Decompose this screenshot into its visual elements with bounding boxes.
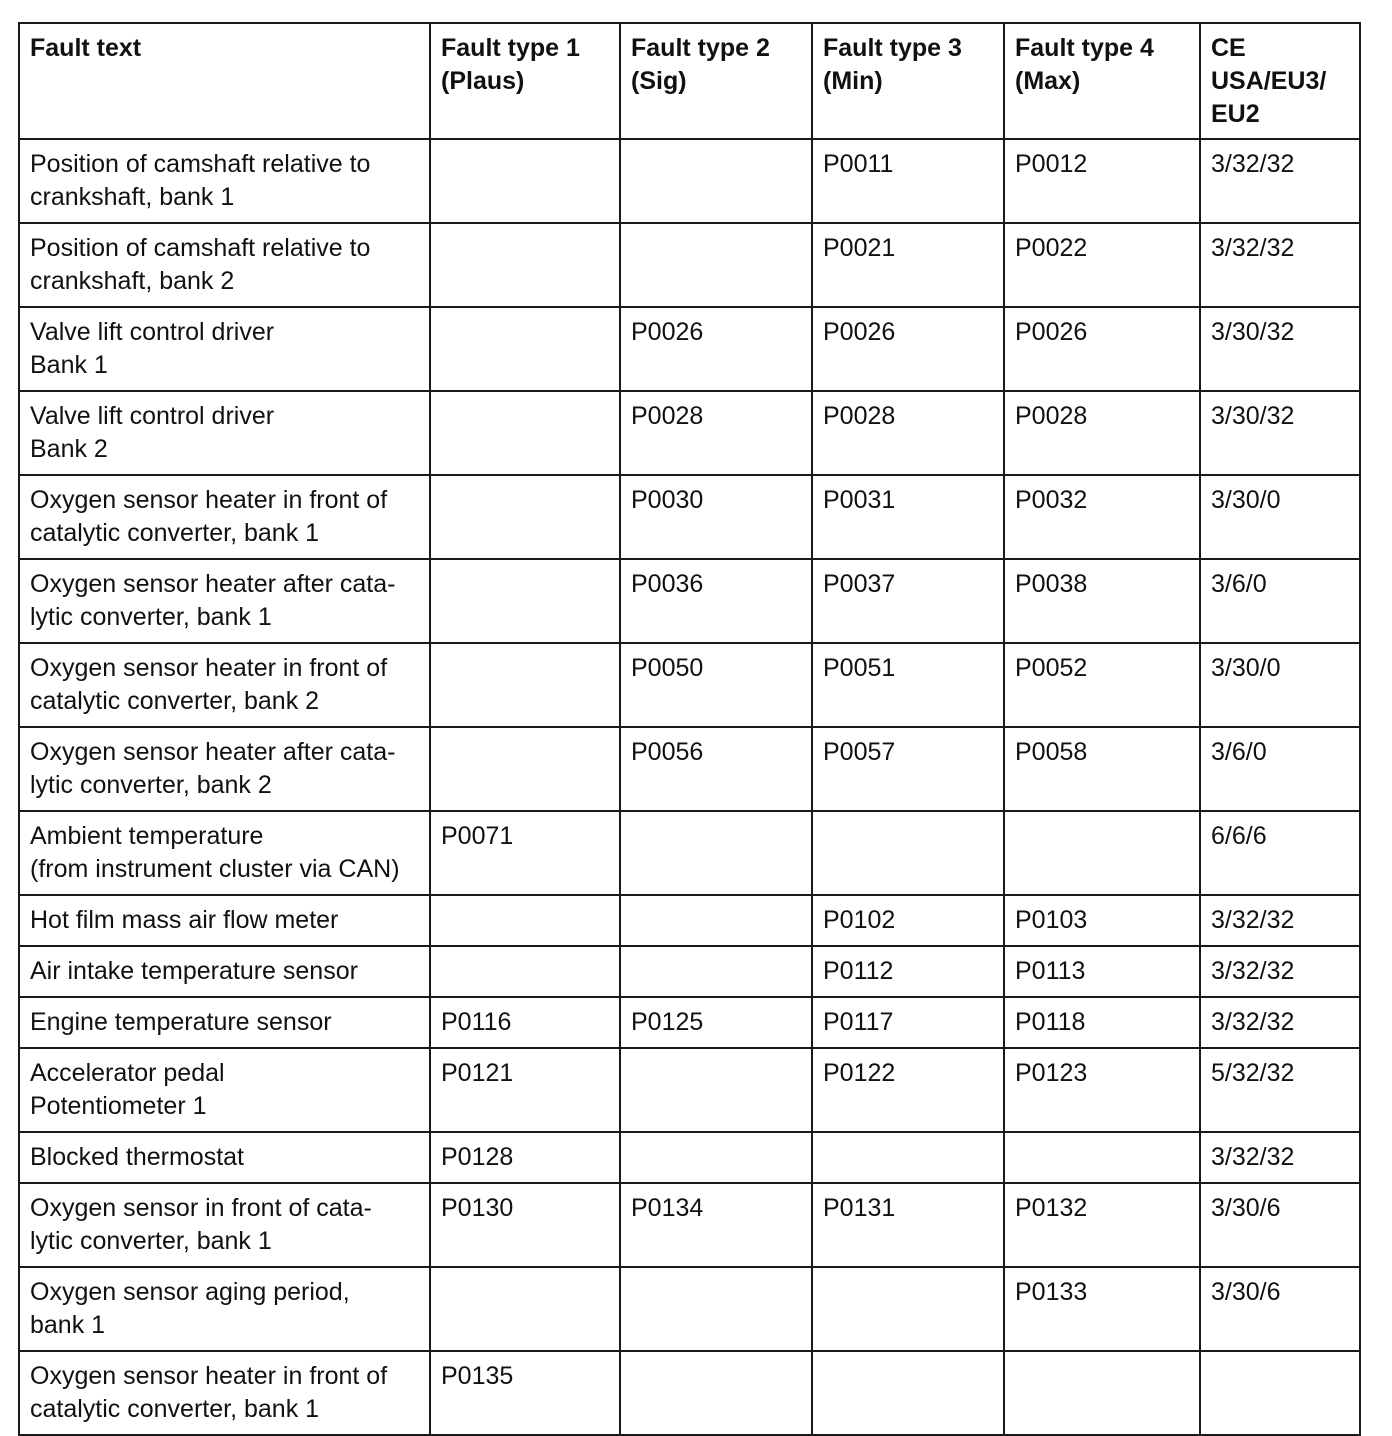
table-row — [19, 1132, 1360, 1183]
cell-fault-type-4: P0103 — [1004, 895, 1200, 946]
cell-fault-text: Engine temperature sensor — [19, 997, 430, 1048]
cell-ce: 3/30/6 — [1200, 1183, 1360, 1267]
cell-fault-type-4 — [1004, 811, 1200, 895]
cell-ce: 3/32/32 — [1200, 895, 1360, 946]
cell-fault-type-2: P0028 — [620, 391, 812, 475]
header-fault-text: Fault text — [19, 23, 430, 139]
cell-fault-text: Blocked thermostat — [19, 1132, 430, 1183]
table-row — [19, 307, 1360, 391]
cell-fault-type-2 — [620, 223, 812, 307]
cell-ce: 3/30/0 — [1200, 475, 1360, 559]
cell-ce: 3/30/6 — [1200, 1267, 1360, 1351]
cell-fault-type-3: P0122 — [812, 1048, 1004, 1132]
cell-fault-type-1 — [430, 946, 620, 997]
cell-fault-type-4: P0012 — [1004, 139, 1200, 223]
cell-fault-type-4: P0058 — [1004, 727, 1200, 811]
cell-fault-type-4: P0038 — [1004, 559, 1200, 643]
cell-fault-text: Ambient temperature (from instrument cluster via CAN) — [19, 811, 430, 895]
cell-fault-text: Oxygen sensor heater in front of catalytic converter, bank 2 — [19, 643, 430, 727]
cell-fault-text: Position of camshaft relative to crankshaft, bank 2 — [19, 223, 430, 307]
cell-fault-type-1 — [430, 307, 620, 391]
cell-fault-type-3 — [812, 1267, 1004, 1351]
header-fault-type-2: Fault type 2 (Sig) — [620, 23, 812, 139]
table-header-row — [19, 23, 1360, 139]
cell-fault-text: Air intake temperature sensor — [19, 946, 430, 997]
cell-ce: 3/32/32 — [1200, 139, 1360, 223]
cell-fault-text: Oxygen sensor in front of cata- lytic converter, bank 1 — [19, 1183, 430, 1267]
table-row — [19, 643, 1360, 727]
table-row — [19, 811, 1360, 895]
cell-fault-text: Position of camshaft relative to crankshaft, bank 1 — [19, 139, 430, 223]
cell-fault-type-3: P0057 — [812, 727, 1004, 811]
cell-fault-type-1: P0135 — [430, 1351, 620, 1435]
cell-fault-text: Oxygen sensor heater in front of catalytic converter, bank 1 — [19, 1351, 430, 1435]
cell-fault-type-4: P0028 — [1004, 391, 1200, 475]
cell-fault-type-1 — [430, 559, 620, 643]
cell-fault-type-3: P0031 — [812, 475, 1004, 559]
cell-fault-type-4: P0133 — [1004, 1267, 1200, 1351]
cell-fault-type-2: P0050 — [620, 643, 812, 727]
cell-fault-type-4 — [1004, 1351, 1200, 1435]
cell-fault-type-3: P0037 — [812, 559, 1004, 643]
cell-fault-type-2: P0125 — [620, 997, 812, 1048]
table-body — [19, 139, 1360, 1435]
cell-fault-type-2: P0056 — [620, 727, 812, 811]
cell-fault-type-2 — [620, 895, 812, 946]
cell-ce: 3/30/32 — [1200, 391, 1360, 475]
cell-fault-type-3 — [812, 1351, 1004, 1435]
cell-fault-type-2 — [620, 139, 812, 223]
cell-fault-type-2: P0134 — [620, 1183, 812, 1267]
cell-fault-type-3: P0028 — [812, 391, 1004, 475]
cell-ce: 5/32/32 — [1200, 1048, 1360, 1132]
cell-fault-type-4: P0118 — [1004, 997, 1200, 1048]
cell-fault-type-1: P0116 — [430, 997, 620, 1048]
cell-fault-text: Oxygen sensor heater in front of catalytic converter, bank 1 — [19, 475, 430, 559]
table-row — [19, 559, 1360, 643]
cell-ce: 3/30/32 — [1200, 307, 1360, 391]
cell-fault-type-4: P0022 — [1004, 223, 1200, 307]
cell-fault-type-1: P0121 — [430, 1048, 620, 1132]
table-row — [19, 1351, 1360, 1435]
cell-fault-type-1 — [430, 223, 620, 307]
header-fault-type-4: Fault type 4 (Max) — [1004, 23, 1200, 139]
cell-ce: 6/6/6 — [1200, 811, 1360, 895]
cell-fault-type-3: P0112 — [812, 946, 1004, 997]
cell-fault-type-3: P0102 — [812, 895, 1004, 946]
cell-fault-type-2 — [620, 1132, 812, 1183]
cell-fault-type-4: P0026 — [1004, 307, 1200, 391]
table-row — [19, 391, 1360, 475]
cell-fault-type-1 — [430, 391, 620, 475]
header-fault-type-1: Fault type 1 (Plaus) — [430, 23, 620, 139]
cell-ce: 3/32/32 — [1200, 1132, 1360, 1183]
cell-fault-text: Valve lift control driver Bank 2 — [19, 391, 430, 475]
cell-fault-type-3: P0021 — [812, 223, 1004, 307]
cell-fault-type-3: P0117 — [812, 997, 1004, 1048]
cell-ce: 3/6/0 — [1200, 727, 1360, 811]
cell-fault-type-3: P0011 — [812, 139, 1004, 223]
cell-fault-type-4: P0032 — [1004, 475, 1200, 559]
cell-fault-type-3 — [812, 1132, 1004, 1183]
cell-ce: 3/30/0 — [1200, 643, 1360, 727]
cell-ce: 3/32/32 — [1200, 223, 1360, 307]
cell-fault-type-1: P0071 — [430, 811, 620, 895]
table-row — [19, 946, 1360, 997]
cell-fault-text: Oxygen sensor heater after cata- lytic converter, bank 2 — [19, 727, 430, 811]
header-fault-type-3: Fault type 3 (Min) — [812, 23, 1004, 139]
cell-fault-type-2 — [620, 1048, 812, 1132]
cell-fault-text: Hot film mass air flow meter — [19, 895, 430, 946]
table-row — [19, 895, 1360, 946]
cell-fault-type-2: P0026 — [620, 307, 812, 391]
cell-fault-type-1 — [430, 643, 620, 727]
cell-fault-type-1 — [430, 895, 620, 946]
cell-fault-type-1 — [430, 139, 620, 223]
cell-fault-type-1: P0130 — [430, 1183, 620, 1267]
fault-code-table — [18, 22, 1361, 1436]
cell-fault-type-4: P0123 — [1004, 1048, 1200, 1132]
table-row — [19, 1048, 1360, 1132]
cell-fault-type-4: P0132 — [1004, 1183, 1200, 1267]
cell-fault-type-2 — [620, 1351, 812, 1435]
table-row — [19, 997, 1360, 1048]
header-ce: CE USA/EU3/ EU2 — [1200, 23, 1360, 139]
cell-fault-type-4: P0113 — [1004, 946, 1200, 997]
cell-fault-text: Accelerator pedal Potentiometer 1 — [19, 1048, 430, 1132]
cell-ce: 3/32/32 — [1200, 946, 1360, 997]
cell-ce: 3/32/32 — [1200, 997, 1360, 1048]
cell-fault-type-4 — [1004, 1132, 1200, 1183]
table-row — [19, 223, 1360, 307]
cell-fault-text: Oxygen sensor heater after cata- lytic converter, bank 1 — [19, 559, 430, 643]
cell-fault-type-3: P0026 — [812, 307, 1004, 391]
table-row — [19, 475, 1360, 559]
table-row — [19, 139, 1360, 223]
cell-fault-type-2 — [620, 1267, 812, 1351]
cell-fault-type-3: P0131 — [812, 1183, 1004, 1267]
cell-ce — [1200, 1351, 1360, 1435]
cell-fault-type-1: P0128 — [430, 1132, 620, 1183]
cell-fault-type-4: P0052 — [1004, 643, 1200, 727]
cell-fault-type-1 — [430, 475, 620, 559]
cell-fault-type-2: P0036 — [620, 559, 812, 643]
table-row — [19, 1183, 1360, 1267]
cell-fault-type-3: P0051 — [812, 643, 1004, 727]
cell-fault-text: Valve lift control driver Bank 1 — [19, 307, 430, 391]
cell-fault-type-2 — [620, 811, 812, 895]
cell-fault-text: Oxygen sensor aging period, bank 1 — [19, 1267, 430, 1351]
cell-fault-type-1 — [430, 727, 620, 811]
table-row — [19, 1267, 1360, 1351]
table-row — [19, 727, 1360, 811]
cell-ce: 3/6/0 — [1200, 559, 1360, 643]
cell-fault-type-3 — [812, 811, 1004, 895]
cell-fault-type-1 — [430, 1267, 620, 1351]
cell-fault-type-2 — [620, 946, 812, 997]
cell-fault-type-2: P0030 — [620, 475, 812, 559]
